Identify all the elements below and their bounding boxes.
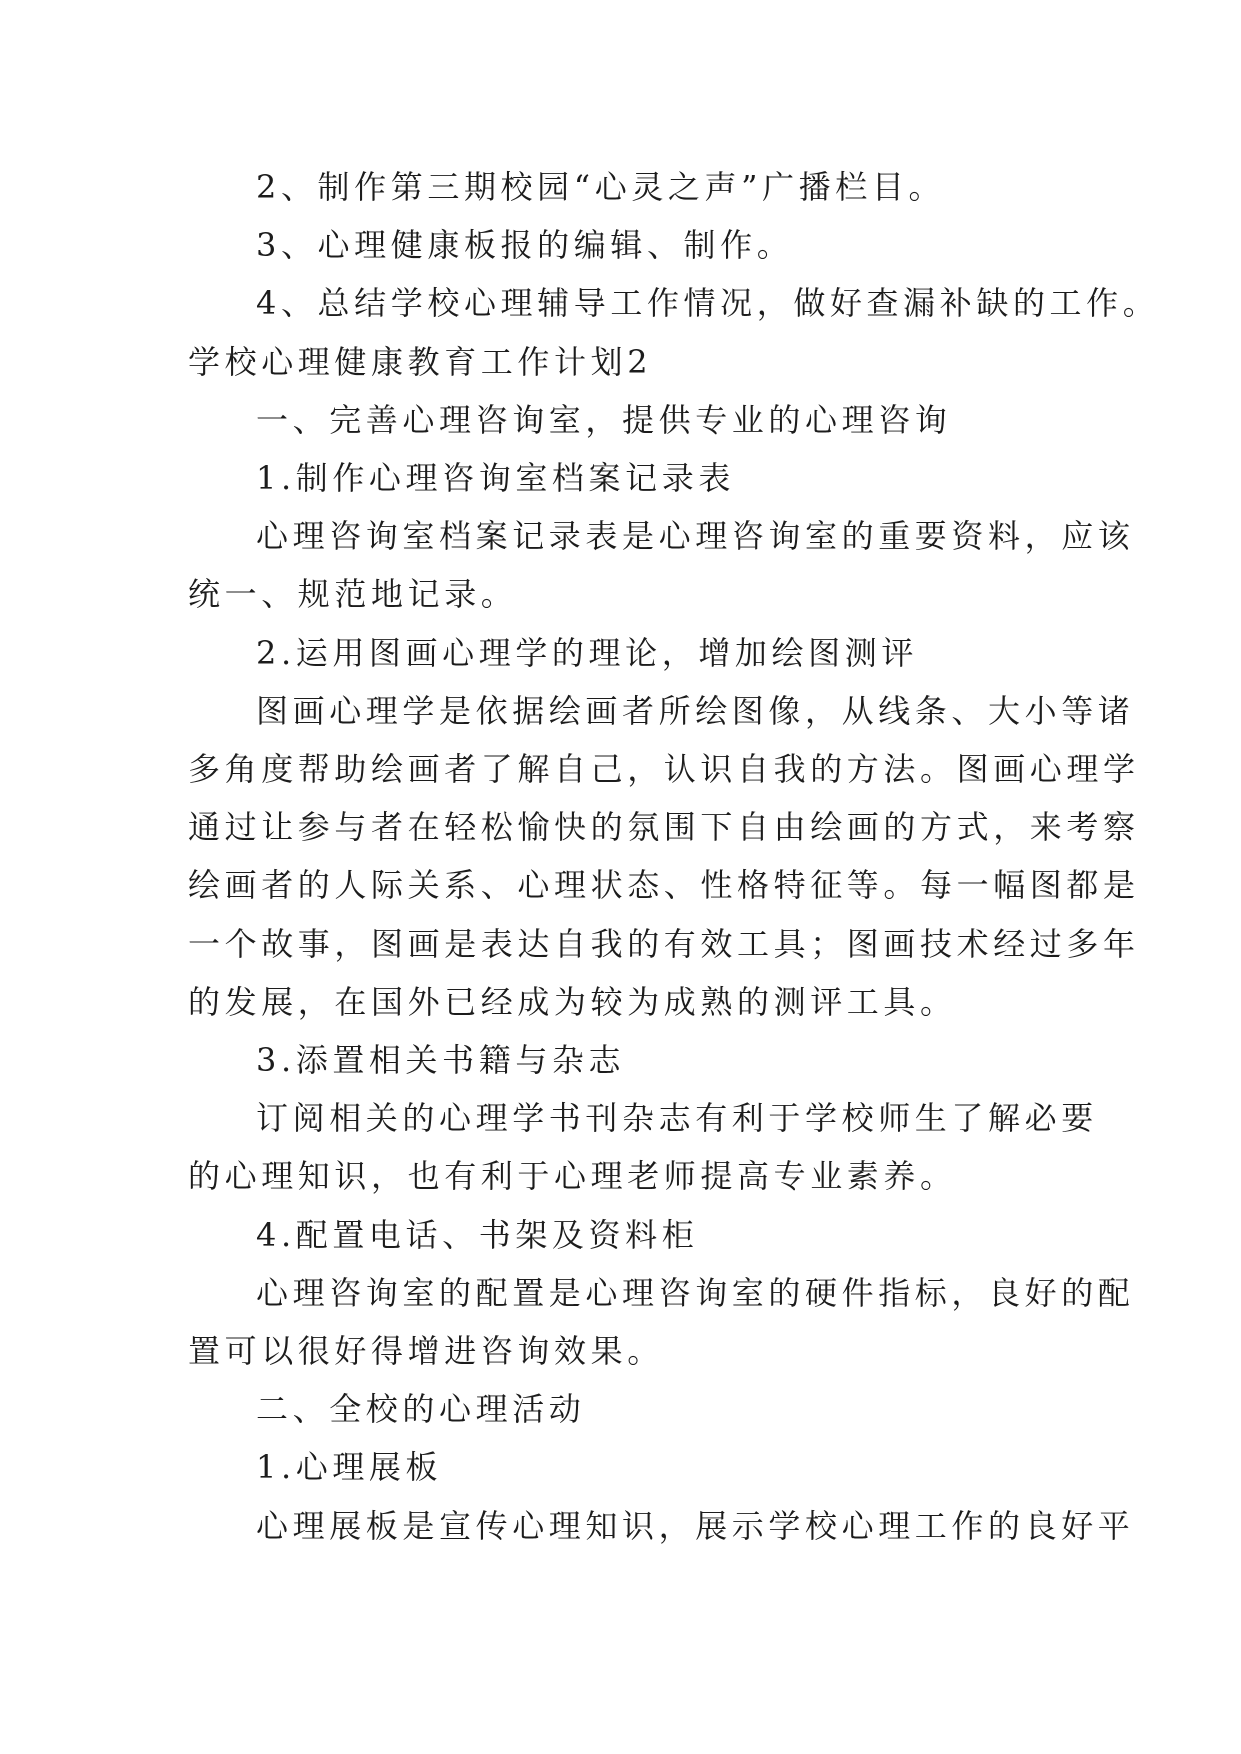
- heading-level-1: 一、完善心理咨询室，提供专业的心理咨询: [256, 400, 952, 439]
- text-line: 通过让参与者在轻松愉快的氛围下自由绘画的方式，来考察: [188, 808, 1140, 847]
- heading-level-2: 4.配置电话、书架及资料柜: [256, 1215, 699, 1254]
- text-line: 统一、规范地记录。: [188, 575, 518, 614]
- section-title: 学校心理健康教育工作计划2: [188, 342, 653, 381]
- heading-level-2: 1.心理展板: [256, 1448, 443, 1487]
- text-line: 一个故事，图画是表达自我的有效工具；图画技术经过多年: [188, 924, 1140, 963]
- text-line: 的发展，在国外已经成为较为成熟的测评工具。: [188, 982, 957, 1021]
- text-line: 心理咨询室的配置是心理咨询室的硬件指标，良好的配: [256, 1273, 1135, 1312]
- text-line: 2、制作第三期校园“心灵之声”广播栏目。: [256, 168, 946, 206]
- text-line: 图画心理学是依据绘画者所绘图像，从线条、大小等诸: [256, 691, 1135, 730]
- text-line: 订阅相关的心理学书刊杂志有利于学校师生了解必要: [256, 1099, 1098, 1138]
- heading-level-2: 2.运用图画心理学的理论，增加绘图测评: [256, 633, 918, 672]
- heading-level-2: 1.制作心理咨询室档案记录表: [256, 459, 735, 498]
- text-line: 绘画者的人际关系、心理状态、性格特征等。每一幅图都是: [188, 866, 1140, 905]
- heading-level-1: 二、全校的心理活动: [256, 1390, 586, 1429]
- text-line: 4、总结学校心理辅导工作情况，做好查漏补缺的工作。: [256, 284, 1160, 323]
- text-line: 置可以很好得增进咨询效果。: [188, 1332, 664, 1371]
- text-line: 心理咨询室档案记录表是心理咨询室的重要资料，应该: [256, 517, 1135, 556]
- text-line: 心理展板是宣传心理知识，展示学校心理工作的良好平: [256, 1506, 1135, 1545]
- document-body: [188, 158, 1160, 1555]
- text-line: 的心理知识，也有利于心理老师提高专业素养。: [188, 1157, 957, 1196]
- text-line: 3、心理健康板报的编辑、制作。: [256, 226, 794, 265]
- heading-level-2: 3.添置相关书籍与杂志: [256, 1041, 626, 1080]
- text-line: 多角度帮助绘画者了解自己，认识自我的方法。图画心理学: [188, 750, 1140, 789]
